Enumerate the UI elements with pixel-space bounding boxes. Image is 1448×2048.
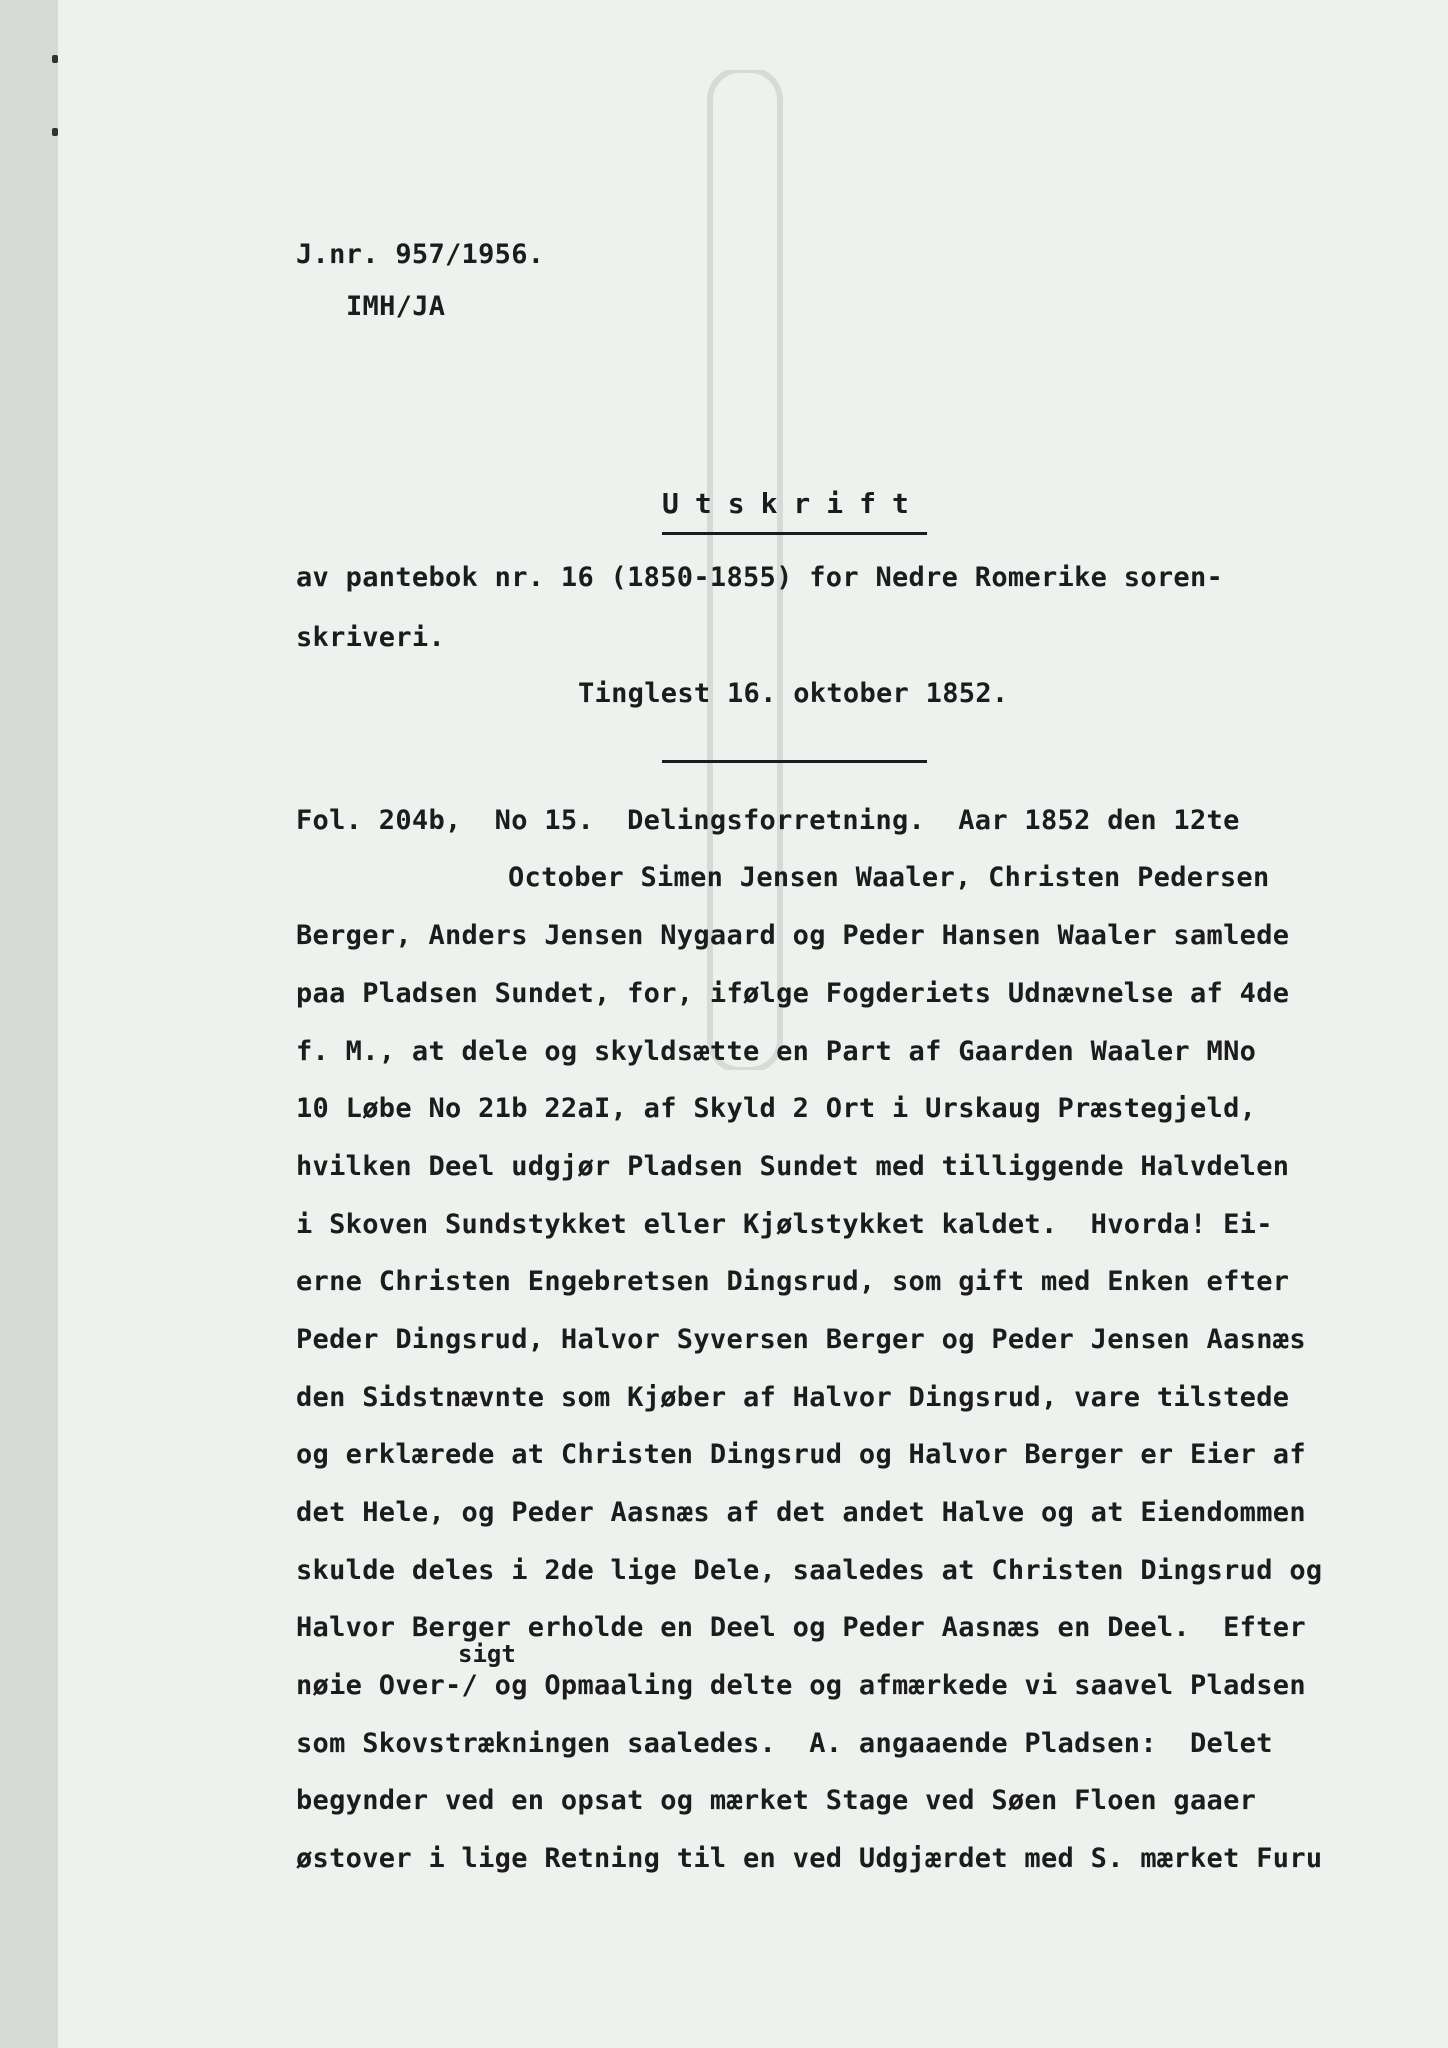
body-line: og erklærede at Christen Dingsrud og Halvor Berger er Eier af bbox=[296, 1439, 1306, 1470]
body-line: Peder Dingsrud, Halvor Syversen Berger og Peder Jensen Aasnæs bbox=[296, 1324, 1306, 1355]
body-line: skulde deles i 2de lige Dele, saaledes at Christen Dingsrud og bbox=[296, 1555, 1323, 1586]
body-line: østover i lige Retning til en ved Udgjærdet med S. mærket Furu bbox=[296, 1843, 1323, 1874]
section-divider bbox=[662, 760, 927, 763]
body-line: f. M., at dele og skyldsætte en Part af Gaarden Waaler MNo bbox=[296, 1036, 1257, 1067]
initials: IMH/JA bbox=[346, 291, 446, 322]
title-underline bbox=[662, 532, 927, 535]
body-line: Halvor Berger erholde en Deel og Peder Aasnæs en Deel. Efter bbox=[296, 1612, 1306, 1643]
body-line: 10 Løbe No 21b 22aI, af Skyld 2 Ort i Urskaug Præstegjeld, bbox=[296, 1093, 1257, 1124]
body-line: erne Christen Engebretsen Dingsrud, som gift med Enken efter bbox=[296, 1266, 1290, 1297]
intro-line-2: skriveri. bbox=[296, 622, 445, 653]
body-line: Fol. 204b, No 15. Delingsforretning. Aar 1852 den 12te bbox=[296, 805, 1240, 836]
body-line: October Simen Jensen Waaler, Christen Pedersen bbox=[508, 862, 1270, 893]
body-line: den Sidstnævnte som Kjøber af Halvor Dingsrud, vare tilstede bbox=[296, 1382, 1290, 1413]
document-title: Utskrift bbox=[662, 487, 925, 520]
body-line: det Hele, og Peder Aasnæs af det andet Halve og at Eiendommen bbox=[296, 1497, 1306, 1528]
body-line: paa Pladsen Sundet, for, ifølge Fogderiets Udnævnelse af 4de bbox=[296, 978, 1290, 1009]
body-line: Berger, Anders Jensen Nygaard og Peder Hansen Waaler samlede bbox=[296, 920, 1290, 951]
body-line: som Skovstrækningen saaledes. A. angaaende Pladsen: Delet bbox=[296, 1728, 1273, 1759]
tinglest-date: Tinglest 16. oktober 1852. bbox=[578, 678, 1009, 709]
edge-mark bbox=[52, 128, 58, 136]
body-line: nøie Over-/ og Opmaaling delte og afmærkede vi saavel Pladsen bbox=[296, 1670, 1306, 1701]
journal-number: J.nr. 957/1956. bbox=[296, 239, 545, 270]
interlinear-insertion: sigt bbox=[458, 1640, 516, 1668]
body-line: begynder ved en opsat og mærket Stage ved Søen Floen gaaer bbox=[296, 1785, 1257, 1816]
body-line: i Skoven Sundstykket eller Kjølstykket kaldet. Hvorda! Ei- bbox=[296, 1209, 1273, 1240]
body-line: hvilken Deel udgjør Pladsen Sundet med tilliggende Halvdelen bbox=[296, 1151, 1290, 1182]
intro-line-1: av pantebok nr. 16 (1850-1855) for Nedre Romerike soren- bbox=[296, 562, 1224, 593]
edge-mark bbox=[52, 55, 58, 63]
